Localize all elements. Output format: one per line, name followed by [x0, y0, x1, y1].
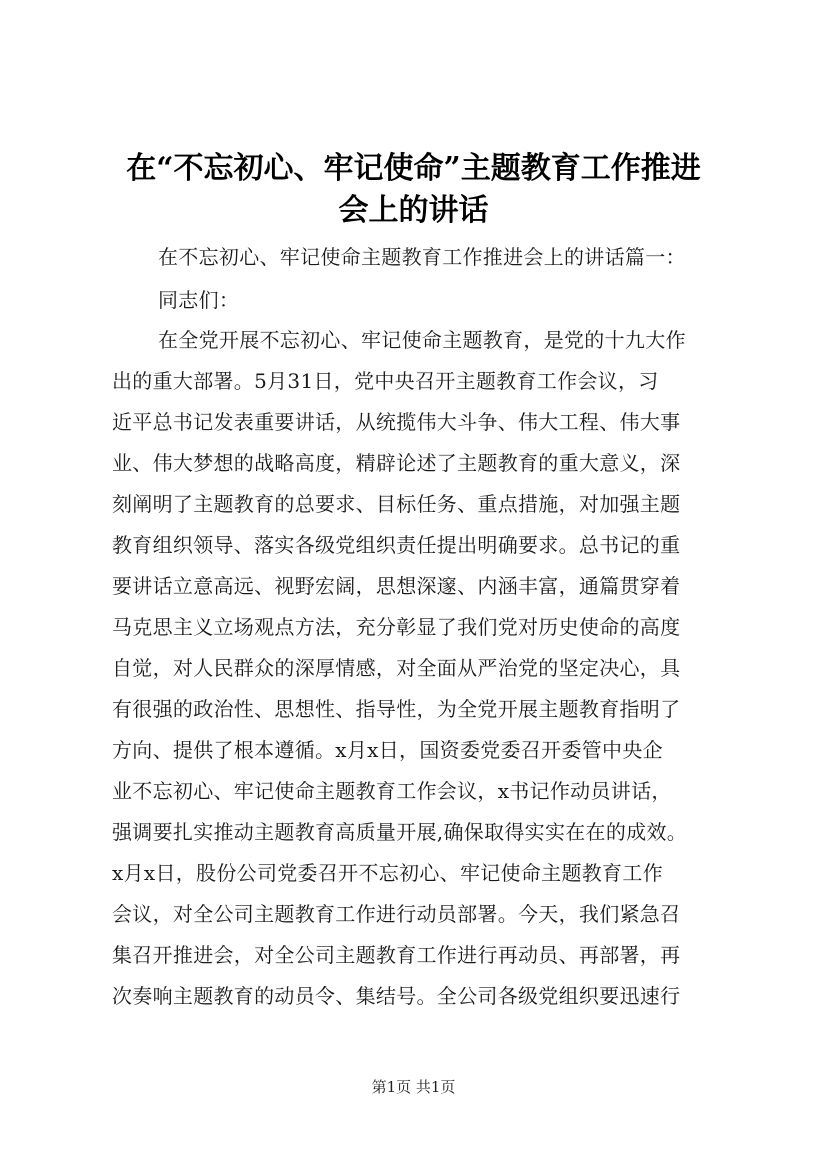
page-number-footer: 第1页 共1页 — [371, 1078, 456, 1096]
subtitle-line: 在不忘初心、牢记使命主题教育工作推进会上的讲话篇一： — [158, 245, 686, 269]
salutation: 同志们： — [158, 288, 240, 312]
body-line: 会议，对全公司主题教育工作进行动员部署。今天，我们紧急召 — [112, 902, 681, 926]
body-line: 教育组织领导、落实各级党组织责任提出明确要求。总书记的重 — [112, 533, 681, 557]
body-line: 刻阐明了主题教育的总要求、目标任务、重点措施，对加强主题 — [112, 492, 681, 516]
body-line: 集召开推进会，对全公司主题教育工作进行再动员、再部署，再 — [112, 943, 681, 967]
body-line: 在全党开展不忘初心、牢记使命主题教育，是党的十九大作 — [158, 328, 686, 352]
body-line: 次奏响主题教育的动员令、集结号。全公司各级党组织要迅速行 — [112, 984, 681, 1008]
body-line: 出的重大部署。5月31日，党中央召开主题教育工作会议，习 — [112, 369, 659, 393]
body-line: 强调要扎实推动主题教育高质量开展,确保取得实实在在的成效。 — [112, 820, 688, 844]
body-line: 马克思主义立场观点方法，充分彰显了我们党对历史使命的高度 — [112, 615, 681, 639]
body-line: x月x日，股份公司党委召开不忘初心、牢记使命主题教育工作 — [112, 861, 663, 885]
document-title — [90, 148, 737, 232]
body-line: 有很强的政治性、思想性、指导性，为全党开展主题教育指明了 — [112, 697, 681, 721]
body-line: 自觉，对人民群众的深厚情感，对全面从严治党的坚定决心，具 — [112, 656, 681, 680]
title-line-2: 会上的讲话 — [338, 193, 489, 228]
body-line: 业、伟大梦想的战略高度，精辟论述了主题教育的重大意义，深 — [112, 451, 681, 475]
body-line: 要讲话立意高远、视野宏阔，思想深邃、内涵丰富，通篇贯穿着 — [112, 574, 681, 598]
body-line: 近平总书记发表重要讲话，从统揽伟大斗争、伟大工程、伟大事 — [112, 410, 681, 434]
body-line: 方向、提供了根本遵循。x月x日，国资委党委召开委管中央企 — [112, 738, 663, 762]
title-line-1: 在“不忘初心、牢记使命”主题教育工作推进 — [126, 151, 701, 186]
body-line: 业不忘初心、牢记使命主题教育工作会议，x书记作动员讲话， — [112, 779, 672, 803]
